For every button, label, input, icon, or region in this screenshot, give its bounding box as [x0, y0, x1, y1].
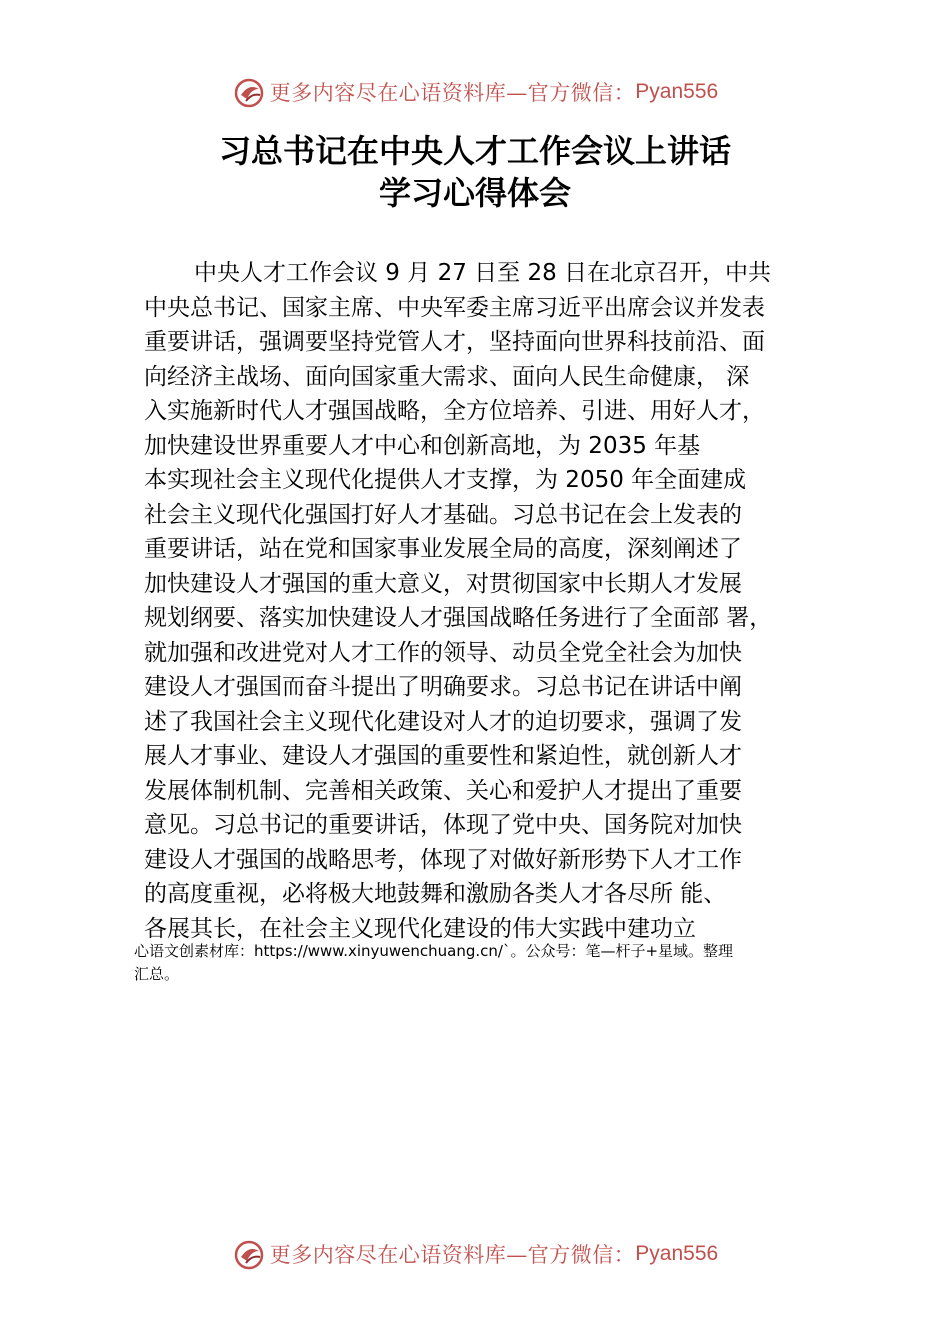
body-line: 述了我国社会主义现代化建设对人才的迫切要求，强调了发	[144, 708, 742, 735]
body-line: 建设人才强国而奋斗提出了明确要求。习总书记在讲话中阐	[144, 674, 742, 700]
document-title	[0, 130, 950, 214]
title-line: 学习心得体会	[378, 174, 571, 212]
body-line: 中央人才工作会议 9 月 27 日至 28 日在北京召开，中共	[194, 260, 772, 286]
swirl-logo-icon	[232, 75, 266, 109]
body-line: 建设人才强国的战略思考，体现了对做好新形势下人才工作	[144, 846, 742, 873]
body-line: 向经济主战场、面向国家重大需求、面向人民生命健康， 深	[144, 363, 750, 390]
body-line: 各展其长，在社会主义现代化建设的伟大实践中建功立	[144, 915, 696, 942]
source-note-line: 心语文创素材库：https://www.xinyuwenchuang.cn/`。公众号：笔—杆子+星域。整理	[134, 942, 734, 960]
banner-wechat-id: Pyan556	[635, 80, 719, 103]
body-line: 本实现社会主义现代化提供人才支撑，为 2050 年全面建成	[144, 467, 747, 493]
body-line: 规划纲要、落实加快建设人才强国战略任务进行了全面部 署，	[144, 605, 773, 631]
body-line: 意见。习总书记的重要讲话，体现了党中央、国务院对加快	[144, 812, 742, 838]
body-line: 的高度重视，必将极大地鼓舞和激励各类人才各尽所 能、	[144, 881, 727, 907]
body-paragraph	[144, 256, 824, 946]
body-line: 社会主义现代化强国打好人才基础。习总书记在会上发表的	[144, 501, 742, 528]
body-line: 中央总书记、国家主席、中央军委主席习近平出席会议并发表	[144, 294, 765, 321]
footer-banner	[0, 1234, 950, 1274]
banner-text: 更多内容尽在心语资料库—官方微信：	[269, 1243, 636, 1267]
body-line: 发展体制机制、完善相关政策、关心和爱护人才提出了重要	[144, 777, 742, 804]
title-line: 习总书记在中央人才工作会议上讲话	[218, 132, 731, 170]
body-line: 就加强和改进党对人才工作的领导、动员全党全社会为加快	[144, 639, 742, 666]
document-body	[144, 256, 824, 946]
body-line: 重要讲话，站在党和国家事业发展全局的高度，深刻阐述了	[144, 536, 742, 562]
source-note	[134, 940, 834, 986]
body-line: 加快建设世界重要人才中心和创新高地，为 2035 年基	[144, 432, 701, 459]
swirl-logo-icon	[232, 1237, 266, 1271]
body-line: 入实施新时代人才强国战略，全方位培养、引进、用好人才，	[144, 398, 765, 424]
source-note-line: 汇总。	[134, 965, 180, 983]
body-line: 重要讲话，强调要坚持党管人才，坚持面向世界科技前沿、面	[144, 329, 765, 355]
banner-wechat-id: Pyan556	[635, 1242, 719, 1265]
banner-text: 更多内容尽在心语资料库—官方微信：	[269, 81, 636, 105]
body-line: 加快建设人才强国的重大意义，对贯彻国家中长期人才发展	[144, 570, 742, 597]
header-banner	[0, 72, 950, 112]
body-line: 展人才事业、建设人才强国的重要性和紧迫性，就创新人才	[144, 743, 742, 769]
